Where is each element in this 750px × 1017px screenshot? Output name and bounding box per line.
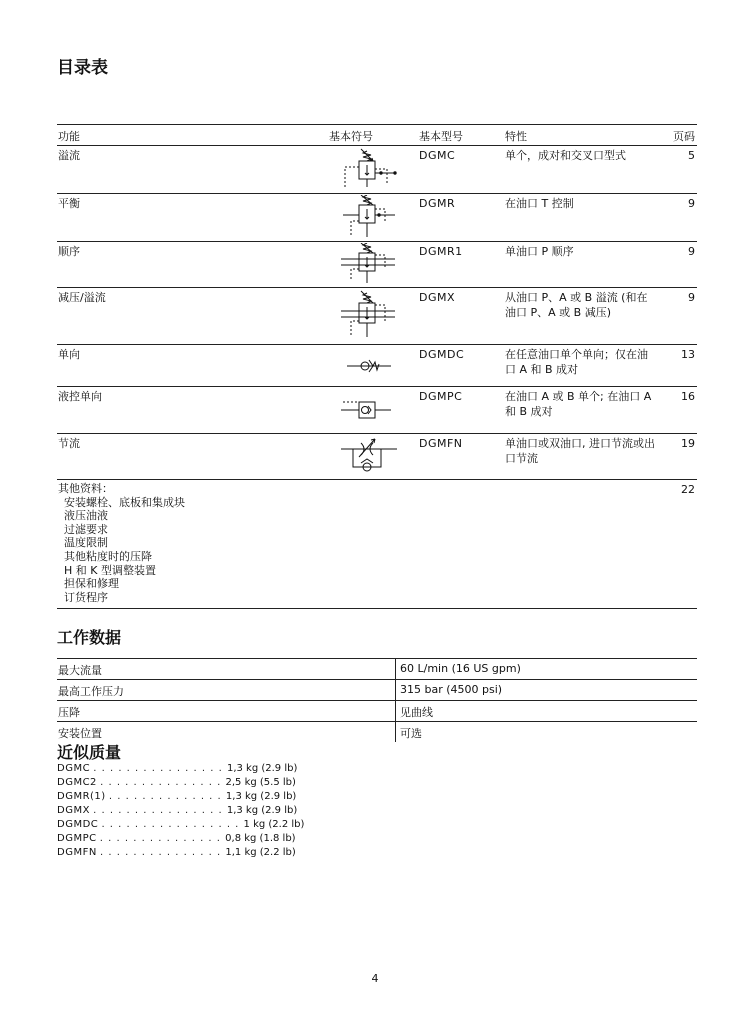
table-row	[57, 287, 697, 345]
list-item: 担保和修理	[64, 577, 119, 591]
column-divider	[395, 659, 396, 679]
header-feature: 特性	[505, 130, 527, 143]
row-page: 19	[681, 437, 695, 450]
weight-value: 1,1 kg (2.2 lb)	[225, 847, 296, 858]
header-page: 页码	[673, 130, 695, 143]
weight-value: 2,5 kg (5.5 lb)	[225, 777, 296, 788]
weight-model: DGMR(1)	[57, 791, 106, 802]
table-row	[57, 433, 697, 480]
flow-control-valve-symbol-icon	[339, 435, 399, 477]
row-function: 单向	[58, 348, 80, 361]
table-row	[57, 145, 697, 194]
op-label: 最大流量	[58, 664, 102, 677]
operating-data-title: 工作数据	[57, 628, 122, 647]
row-function: 溢流	[58, 149, 80, 162]
table-row	[57, 193, 697, 242]
weight-row	[57, 762, 304, 776]
table-row	[57, 659, 697, 680]
weight-value: 1,3 kg (2.9 lb)	[225, 791, 297, 802]
counterbalance-valve-symbol-icon	[339, 195, 399, 239]
other-info-title: 其他资料：	[58, 482, 113, 495]
header-model: 基本型号	[419, 130, 463, 143]
header-function: 功能	[58, 130, 80, 143]
weight-model: DGMC	[57, 763, 91, 774]
index-table-header	[57, 124, 697, 146]
row-feature: 在任意油口单个单向；仅在油口 A 和 B 成对	[505, 348, 648, 376]
weight-row	[57, 804, 304, 818]
check-valve-symbol-icon	[339, 356, 399, 376]
row-function: 顺序	[58, 245, 80, 258]
row-feature: 单油口 P 顺序	[505, 245, 574, 258]
list-item: 液压油液	[64, 509, 108, 523]
weight-model: DGMC2	[57, 777, 97, 788]
op-value: 可选	[400, 727, 422, 740]
op-label: 安装位置	[58, 727, 102, 740]
leader-dots: . . . . . . . . . . . . . . .	[99, 833, 226, 844]
row-model: DGMDC	[419, 348, 465, 361]
header-symbol: 基本符号	[329, 130, 373, 143]
row-model: DGMR1	[419, 245, 463, 258]
weights-title: 近似质量	[57, 743, 122, 762]
op-value: 见曲线	[400, 706, 433, 719]
weight-value: 1,3 kg (2.9 lb)	[226, 805, 298, 816]
weight-value: 0,8 kg (1.8 lb)	[225, 833, 296, 844]
op-value: 315 bar (4500 psi)	[400, 683, 503, 696]
reducing-relief-valve-symbol-icon	[339, 289, 399, 341]
table-row	[57, 722, 697, 742]
other-info-row	[57, 479, 697, 609]
other-info-list	[58, 482, 185, 604]
row-page: 5	[688, 149, 695, 162]
weight-row	[57, 832, 304, 846]
op-label: 压降	[58, 706, 80, 719]
column-divider	[395, 701, 396, 721]
operating-data-table	[57, 658, 697, 742]
relief-valve-symbol-icon	[339, 147, 399, 191]
leader-dots: . . . . . . . . . . . . . . . . .	[101, 819, 244, 830]
weight-row	[57, 790, 304, 804]
row-function: 平衡	[58, 197, 80, 210]
table-row	[57, 680, 697, 701]
row-model: DGMC	[419, 149, 456, 162]
weight-row	[57, 846, 304, 860]
weight-value: 1,3 kg (2.9 lb)	[226, 763, 298, 774]
row-model: DGMFN	[419, 437, 463, 450]
list-item: 温度限制	[64, 536, 108, 550]
column-divider	[395, 722, 396, 742]
sequence-valve-symbol-icon	[339, 243, 399, 285]
leader-dots: . . . . . . . . . . . . . . . .	[93, 805, 227, 816]
list-item: 其他粘度时的压降	[64, 549, 152, 563]
row-model: DGMPC	[419, 390, 463, 403]
column-divider	[395, 680, 396, 700]
op-label: 最高工作压力	[58, 685, 124, 698]
row-feature: 从油口 P、A 或 B 溢流 (和在油口 P、A 或 B 减压)	[505, 291, 648, 319]
list-item: 安装螺栓、底板和集成块	[64, 495, 185, 509]
weight-value: 1 kg (2.2 lb)	[243, 819, 305, 830]
table-row	[57, 701, 697, 722]
leader-dots: . . . . . . . . . . . . . . . .	[93, 763, 227, 774]
list-item: H 和 K 型调整装置	[64, 563, 156, 577]
row-model: DGMR	[419, 197, 456, 210]
leader-dots: . . . . . . . . . . . . . .	[108, 791, 226, 802]
row-function: 节流	[58, 437, 80, 450]
leader-dots: . . . . . . . . . . . . . . .	[100, 777, 226, 788]
weight-model: DGMX	[57, 805, 90, 816]
leader-dots: . . . . . . . . . . . . . . .	[100, 847, 226, 858]
pilot-check-valve-symbol-icon	[339, 396, 399, 424]
page-number: 4	[371, 972, 379, 985]
row-feature: 在油口 A 或 B 单个; 在油口 A 和 B 成对	[505, 390, 652, 418]
row-feature: 在油口 T 控制	[505, 197, 574, 210]
page-title: 目录表	[57, 58, 108, 78]
weight-model: DGMDC	[57, 819, 99, 830]
table-row	[57, 344, 697, 387]
row-page: 9	[688, 197, 695, 210]
other-info-page: 22	[681, 483, 695, 496]
row-function: 减压/溢流	[58, 291, 106, 304]
table-row	[57, 386, 697, 434]
table-row	[57, 241, 697, 288]
weights-list	[57, 762, 304, 860]
op-value: 60 L/min (16 US gpm)	[400, 662, 521, 675]
row-page: 16	[681, 390, 695, 403]
row-page: 9	[688, 245, 695, 258]
row-feature: 单油口或双油口, 进口节流或出口节流	[505, 437, 655, 465]
list-item: 过滤要求	[64, 522, 108, 536]
row-model: DGMX	[419, 291, 456, 304]
weight-model: DGMFN	[57, 847, 97, 858]
weight-row	[57, 776, 304, 790]
list-item: 订货程序	[64, 590, 108, 604]
row-page: 9	[688, 291, 695, 304]
row-function: 液控单向	[58, 390, 102, 403]
weight-row	[57, 818, 304, 832]
row-page: 13	[681, 348, 695, 361]
weight-model: DGMPC	[57, 833, 97, 844]
row-feature: 单个，成对和交叉口型式	[505, 149, 626, 162]
